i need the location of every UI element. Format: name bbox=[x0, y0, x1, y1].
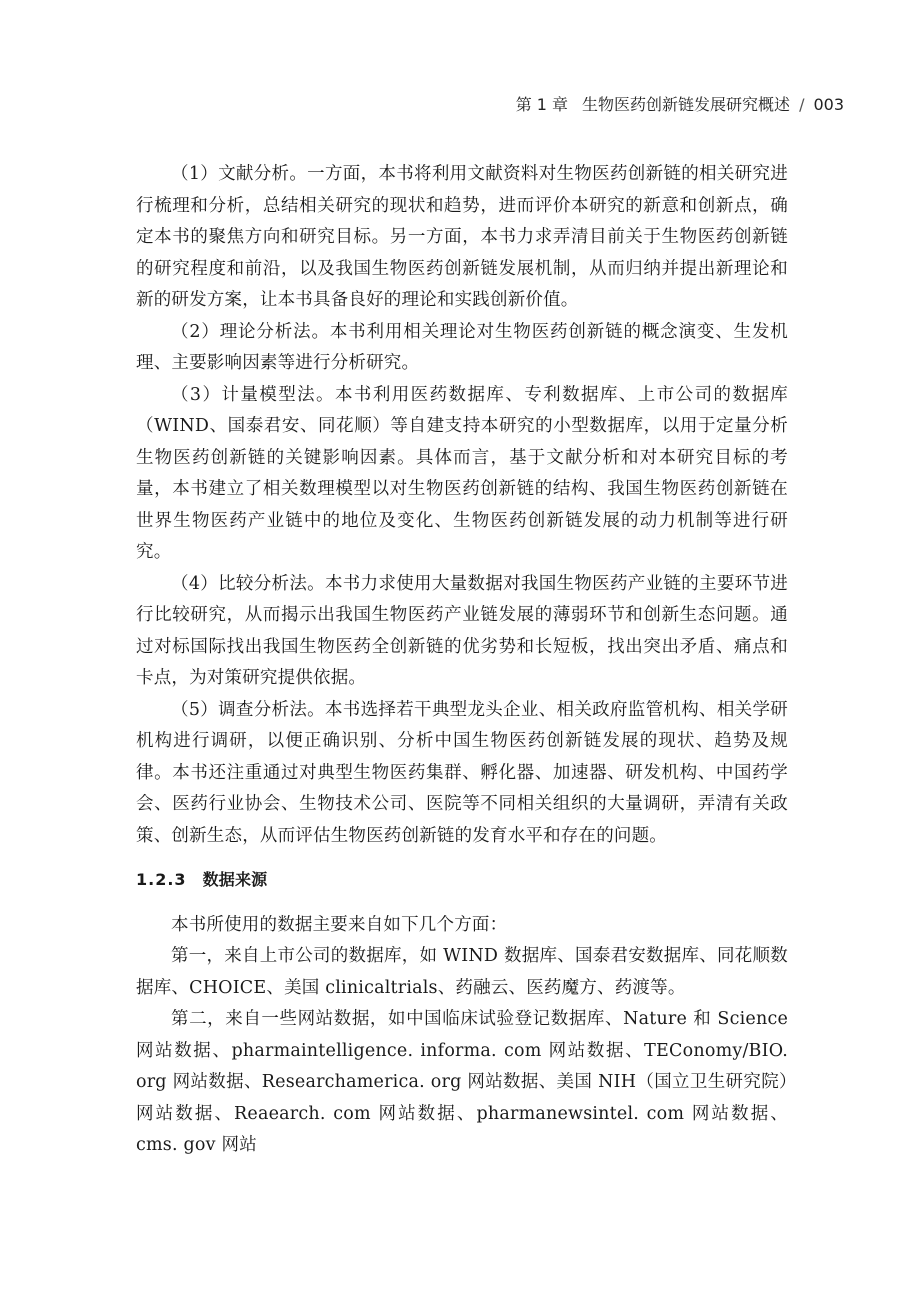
paragraph-data-source-first: 第一，来自上市公司的数据库，如 WIND 数据库、国泰君安数据库、同花顺数据库、CHOICE、美国 clinicaltrials、药融云、医药魔方、药渡等。 bbox=[136, 946, 788, 998]
page-body bbox=[136, 159, 788, 1162]
running-header bbox=[516, 92, 844, 115]
chapter-label: 第 1 章 bbox=[515, 95, 569, 114]
paragraph-theory-analysis: （2）理论分析法。本书利用相关理论对生物医药创新链的概念演变、生发机理、主要影响因素等进行分析研究。 bbox=[136, 321, 788, 373]
paragraph-data-source-second: 第二，来自一些网站数据，如中国临床试验登记数据库、Nature 和 Science 网站数据、pharmaintelligence. informa. com 网站数据、TEConomy/BIO. org 网站数据、Researchamerica. org 网站数据、美国 NIH（国立卫生研究院）网站数据、Reaearch. com 网站数据、pharmanewsintel. com 网站数据、cms. gov 网站 bbox=[136, 1009, 788, 1155]
paragraph-survey-analysis: （5）调查分析法。本书选择若干典型龙头企业、相关政府监管机构、相关学研机构进行调研，以便正确识别、分析中国生物医药创新链发展的现状、趋势及规律。本书还注重通过对典型生物医药集群、孵化器、加速器、研发机构、中国药学会、医药行业协会、生物技术公司、医院等不同相关组织的大量调研，弄清有关政策、创新生态，从而评估生物医药创新链的发育水平和存在的问题。 bbox=[136, 699, 788, 846]
page-number: 003 bbox=[813, 95, 844, 114]
header-separator: / bbox=[799, 95, 805, 114]
paragraph-data-intro: 本书所使用的数据主要来自如下几个方面： bbox=[171, 914, 508, 935]
section-title: 数据来源 bbox=[202, 870, 268, 889]
paragraph-econometric-model: （3）计量模型法。本书利用医药数据库、专利数据库、上市公司的数据库（WIND、国泰君安、同花顺）等自建支持本研究的小型数据库，以用于定量分析生物医药创新链的关键影响因素。具体而言，基于文献分析和对本研究目标的考量，本书建立了相关数理模型以对生物医药创新链的结构、我国生物医药创新链在世界生物医药产业链中的地位及变化、生物医药创新链发展的动力机制等进行研究。 bbox=[136, 384, 788, 562]
section-heading bbox=[136, 864, 788, 896]
chapter-title: 生物医药创新链发展研究概述 bbox=[582, 95, 791, 114]
paragraph-literature-analysis: （1）文献分析。一方面，本书将利用文献资料对生物医药创新链的相关研究进行梳理和分析，总结相关研究的现状和趋势，进而评价本研究的新意和创新点，确定本书的聚焦方向和研究目标。另一方面，本书力求弄清目前关于生物医药创新链的研究程度和前沿，以及我国生物医药创新链发展机制，从而归纳并提出新理论和新的研发方案，让本书具备良好的理论和实践创新价值。 bbox=[136, 164, 788, 310]
paragraph-comparative-analysis: （4）比较分析法。本书力求使用大量数据对我国生物医药产业链的主要环节进行比较研究，从而揭示出我国生物医药产业链发展的薄弱环节和创新生态问题。通过对标国际找出我国生物医药全创新链的优劣势和长短板，找出突出矛盾、痛点和卡点，为对策研究提供依据。 bbox=[136, 573, 788, 688]
section-number: 1.2.3 bbox=[136, 870, 187, 889]
